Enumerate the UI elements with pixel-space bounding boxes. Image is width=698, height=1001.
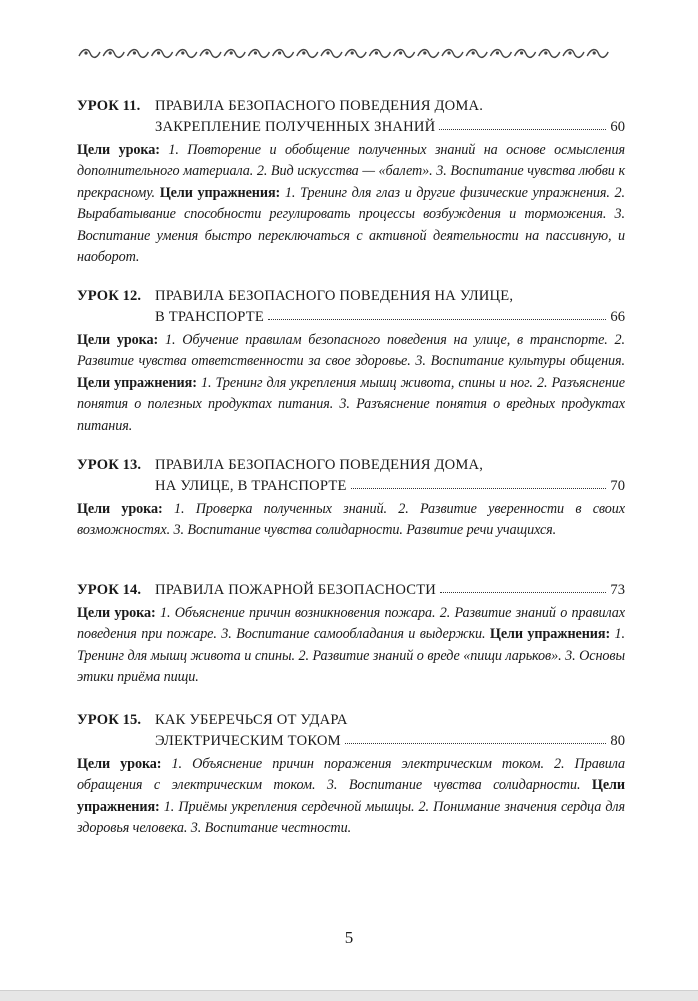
- lesson-entry: [77, 710, 625, 840]
- exercise-label: Цели упражнения:: [489, 626, 611, 643]
- lesson-title-line1: КАК УБЕРЕЧЬСЯ ОТ УДАРА: [155, 712, 348, 728]
- exercise-text: 1. Тренинг для глаз и другие физические упражнения. 2. Вырабатывание способности регулировать процессы возбуждения и торможения. 3. Воспитание умения быстро переключаться с активной деятельности на пассивную, и наоборот.: [77, 184, 625, 266]
- exercise-text: 1. Тренинг для укрепления мышц живота, спины и ног. 2. Разъяснение понятия о полезных продуктах питания. 3. Разъяснение понятия о вредных продуктах питания.: [77, 374, 625, 434]
- goals-label: Цели урока:: [77, 332, 159, 348]
- lesson-goals: [77, 499, 625, 542]
- page-reference[interactable]: 80: [610, 733, 625, 749]
- lesson-entry: [77, 455, 625, 542]
- lesson-title-line2: В ТРАНСПОРТЕ: [155, 309, 264, 325]
- goals-label: Цели урока:: [77, 142, 160, 158]
- page-bottom-edge: [0, 990, 698, 1001]
- page-reference[interactable]: 73: [610, 582, 625, 598]
- lesson-entry: [77, 580, 625, 689]
- dot-leader: [440, 592, 606, 593]
- exercise-text: 1. Тренинг для мышц живота и спины. 2. Развитие знаний о вреде «пищи ларьков». 3. Основы этики приёма пищи.: [77, 626, 625, 686]
- page-reference[interactable]: 66: [610, 309, 625, 325]
- exercise-label: Цели упражнения:: [159, 184, 281, 201]
- goals-text: 1. Обучение правилам безопасного поведения на улице, в транспорте. 2. Развитие чувства ответственности за свое здоровье. 3. Воспитание культуры общения.: [77, 332, 625, 370]
- lesson-title-line2: НА УЛИЦЕ, В ТРАНСПОРТЕ: [155, 478, 347, 494]
- lesson-title-line2: ЭЛЕКТРИЧЕСКИМ ТОКОМ: [155, 733, 341, 749]
- lesson-number: УРОК 13.: [77, 457, 142, 473]
- page-reference[interactable]: 60: [610, 119, 625, 135]
- dot-leader: [439, 129, 606, 130]
- lesson-title-line1: ПРАВИЛА ПОЖАРНОЙ БЕЗОПАСНОСТИ: [155, 582, 437, 598]
- lesson-entry: [77, 96, 625, 268]
- lesson-goals: [77, 754, 625, 840]
- exercise-text: 1. Приёмы укрепления сердечной мышцы. 2. Понимание значения сердца для здоровья человека. 3. Воспитание честности.: [77, 798, 625, 837]
- dot-leader: [351, 488, 607, 489]
- lesson-goals: [77, 603, 625, 689]
- lesson-heading: [77, 286, 625, 328]
- dot-leader: [268, 319, 606, 320]
- goals-text: 1. Объяснение причин возникновения пожара. 2. Развитие знаний о правилах поведения при пожаре. 3. Воспитание самообладания и выдержки.: [77, 605, 625, 643]
- lesson-title-line1: ПРАВИЛА БЕЗОПАСНОГО ПОВЕДЕНИЯ ДОМА,: [155, 457, 484, 473]
- lesson-heading: [77, 96, 625, 138]
- goals-label: Цели урока:: [77, 501, 163, 517]
- lesson-goals: [77, 140, 625, 268]
- lesson-heading: [77, 710, 625, 752]
- goals-label: Цели урока:: [77, 756, 162, 772]
- lesson-goals: [77, 330, 625, 437]
- exercise-label: Цели упражнения:: [77, 777, 625, 815]
- lesson-number: УРОК 12.: [77, 288, 142, 304]
- goals-text: 1. Повторение и обобщение полученных знаний на основе осмысления дополнительного материала. 2. Вид искусства — «балет». 3. Воспитание чувства любви к прекрасному.: [77, 142, 625, 201]
- wave-ornament-icon: [77, 46, 622, 62]
- page-reference[interactable]: 70: [610, 478, 625, 494]
- dot-leader: [345, 743, 607, 744]
- goals-label: Цели урока:: [77, 605, 156, 621]
- lesson-heading: [77, 580, 625, 601]
- lesson-number: УРОК 15.: [77, 712, 142, 728]
- lesson-title-line1: ПРАВИЛА БЕЗОПАСНОГО ПОВЕДЕНИЯ ДОМА.: [155, 98, 484, 114]
- lesson-title-line2: ЗАКРЕПЛЕНИЕ ПОЛУЧЕННЫХ ЗНАНИЙ: [155, 119, 436, 135]
- lesson-title-line1: ПРАВИЛА БЕЗОПАСНОГО ПОВЕДЕНИЯ НА УЛИЦЕ,: [155, 288, 514, 304]
- lesson-entry: [77, 286, 625, 437]
- lesson-heading: [77, 455, 625, 497]
- page-number: 5: [344, 928, 354, 947]
- goals-text: 1. Проверка полученных знаний. 2. Развитие уверенности в своих возможностях. 3. Воспитание чувства солидарности. Развитие речи учащихся.: [77, 501, 625, 539]
- goals-text: 1. Объяснение причин поражения электрическим током. 2. Правила обращения с электрическим током. 3. Воспитание чувства солидарности.: [77, 756, 625, 794]
- lesson-number: УРОК 14.: [77, 582, 142, 598]
- lesson-number: УРОК 11.: [77, 98, 141, 114]
- exercise-label: Цели упражнения:: [77, 374, 197, 391]
